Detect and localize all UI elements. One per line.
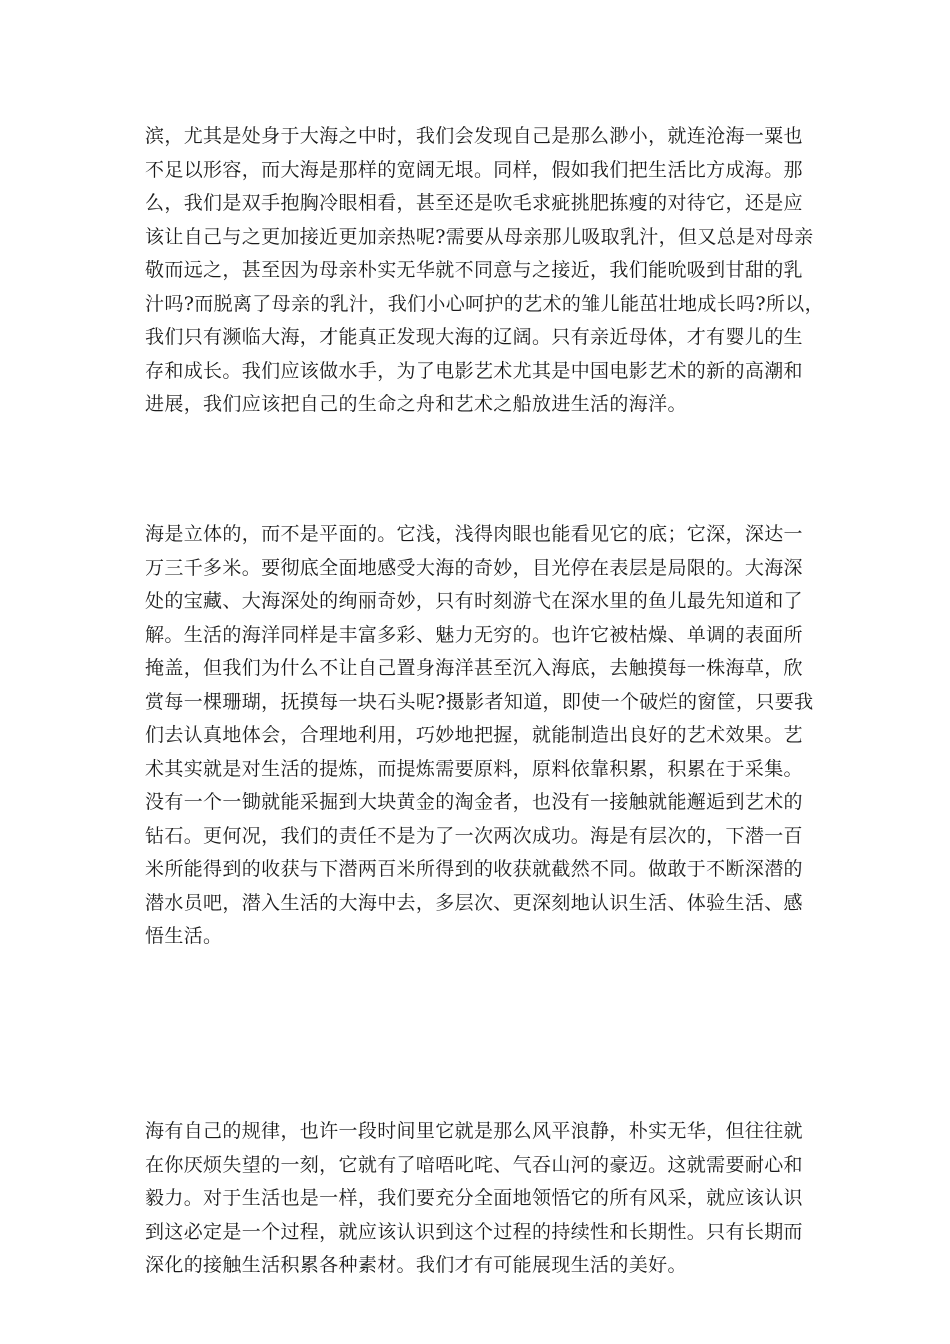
- text-line: 掩盖，但我们为什么不让自己置身海洋甚至沉入海底，去触摸每一株海草，欣: [145, 657, 803, 679]
- text-line: 海有自己的规律，也许一段时间里它就是那么风平浪静，朴实无华，但往往就: [145, 1120, 803, 1142]
- text-line: 深化的接触生活积累各种素材。我们才有可能展现生活的美好。: [145, 1254, 687, 1276]
- paragraph-2: [145, 518, 814, 954]
- text-line: 该让自己与之更加接近更加亲热呢?需要从母亲那儿吸取乳汁，但又总是对母亲: [145, 225, 814, 248]
- text-line: 我们只有濒临大海，才能真正发现大海的辽阔。只有亲近母体，才有婴儿的生: [145, 326, 803, 348]
- text-line: 汁吗?而脱离了母亲的乳汁，我们小心呵护的艺术的雏儿能茁壮地成长吗?所以，: [145, 292, 824, 315]
- text-line: 到这必定是一个过程，就应该认识到这个过程的持续性和长期性。只有长期而: [145, 1220, 803, 1243]
- text-line: 进展，我们应该把自己的生命之舟和艺术之船放进生活的海洋。: [145, 393, 687, 415]
- text-line: 不足以形容，而大海是那样的宽阔无垠。同样，假如我们把生活比方成海。那: [145, 158, 803, 181]
- paragraph-3: [145, 1115, 805, 1283]
- text-line: 米所能得到的收获与下潜两百米所得到的收获就截然不同。做敢于不断深潜的: [145, 858, 803, 880]
- text-line: 们去认真地体会，合理地利用，巧妙地把握，就能制造出良好的艺术效果。艺: [145, 724, 803, 746]
- text-line: 没有一个一锄就能采掘到大块黄金的淘金者，也没有一接触就能邂逅到艺术的: [145, 791, 803, 813]
- text-line: 赏每一棵珊瑚，抚摸每一块石头呢?摄影者知道，即使一个破烂的窗筐，只要我: [145, 690, 814, 713]
- text-line: 滨，尤其是处身于大海之中时，我们会发现自己是那么渺小，就连沧海一粟也: [145, 125, 803, 147]
- text-line: 处的宝藏、大海深处的绚丽奇妙，只有时刻游弋在深水里的鱼儿最先知道和了: [145, 590, 803, 612]
- text-line: 潜水员吧，潜入生活的大海中去，多层次、更深刻地认识生活、体验生活、感: [145, 891, 803, 914]
- text-line: 存和成长。我们应该做水手，为了电影艺术尤其是中国电影艺术的新的高潮和: [145, 359, 803, 382]
- text-line: 万三千多米。要彻底全面地感受大海的奇妙，目光停在表层是局限的。大海深: [145, 556, 803, 579]
- text-line: 敬而远之，甚至因为母亲朴实无华就不同意与之接近，我们能吮吸到甘甜的乳: [145, 259, 803, 281]
- text-line: 海是立体的，而不是平面的。它浅，浅得肉眼也能看见它的底；它深，深达一: [145, 523, 803, 545]
- paragraph-1: [145, 120, 824, 422]
- text-line: 么，我们是双手抱胸冷眼相看，甚至还是吹毛求疵挑肥拣瘦的对待它，还是应: [145, 192, 803, 214]
- text-line: 解。生活的海洋同样是丰富多彩、魅力无穷的。也许它被枯燥、单调的表面所: [145, 623, 803, 646]
- text-line: 术其实就是对生活的提炼，而提炼需要原料，原料依靠积累，积累在于采集。: [145, 757, 803, 780]
- text-line: 悟生活。: [145, 925, 223, 947]
- text-line: 钻石。更何况，我们的责任不是为了一次两次成功。海是有层次的，下潜一百: [145, 824, 803, 847]
- text-line: 毅力。对于生活也是一样，我们要充分全面地领悟它的所有风采，就应该认识: [145, 1187, 803, 1209]
- text-line: 在你厌烦失望的一刻，它就有了喑唔叱咤、气吞山河的豪迈。这就需要耐心和: [145, 1153, 803, 1176]
